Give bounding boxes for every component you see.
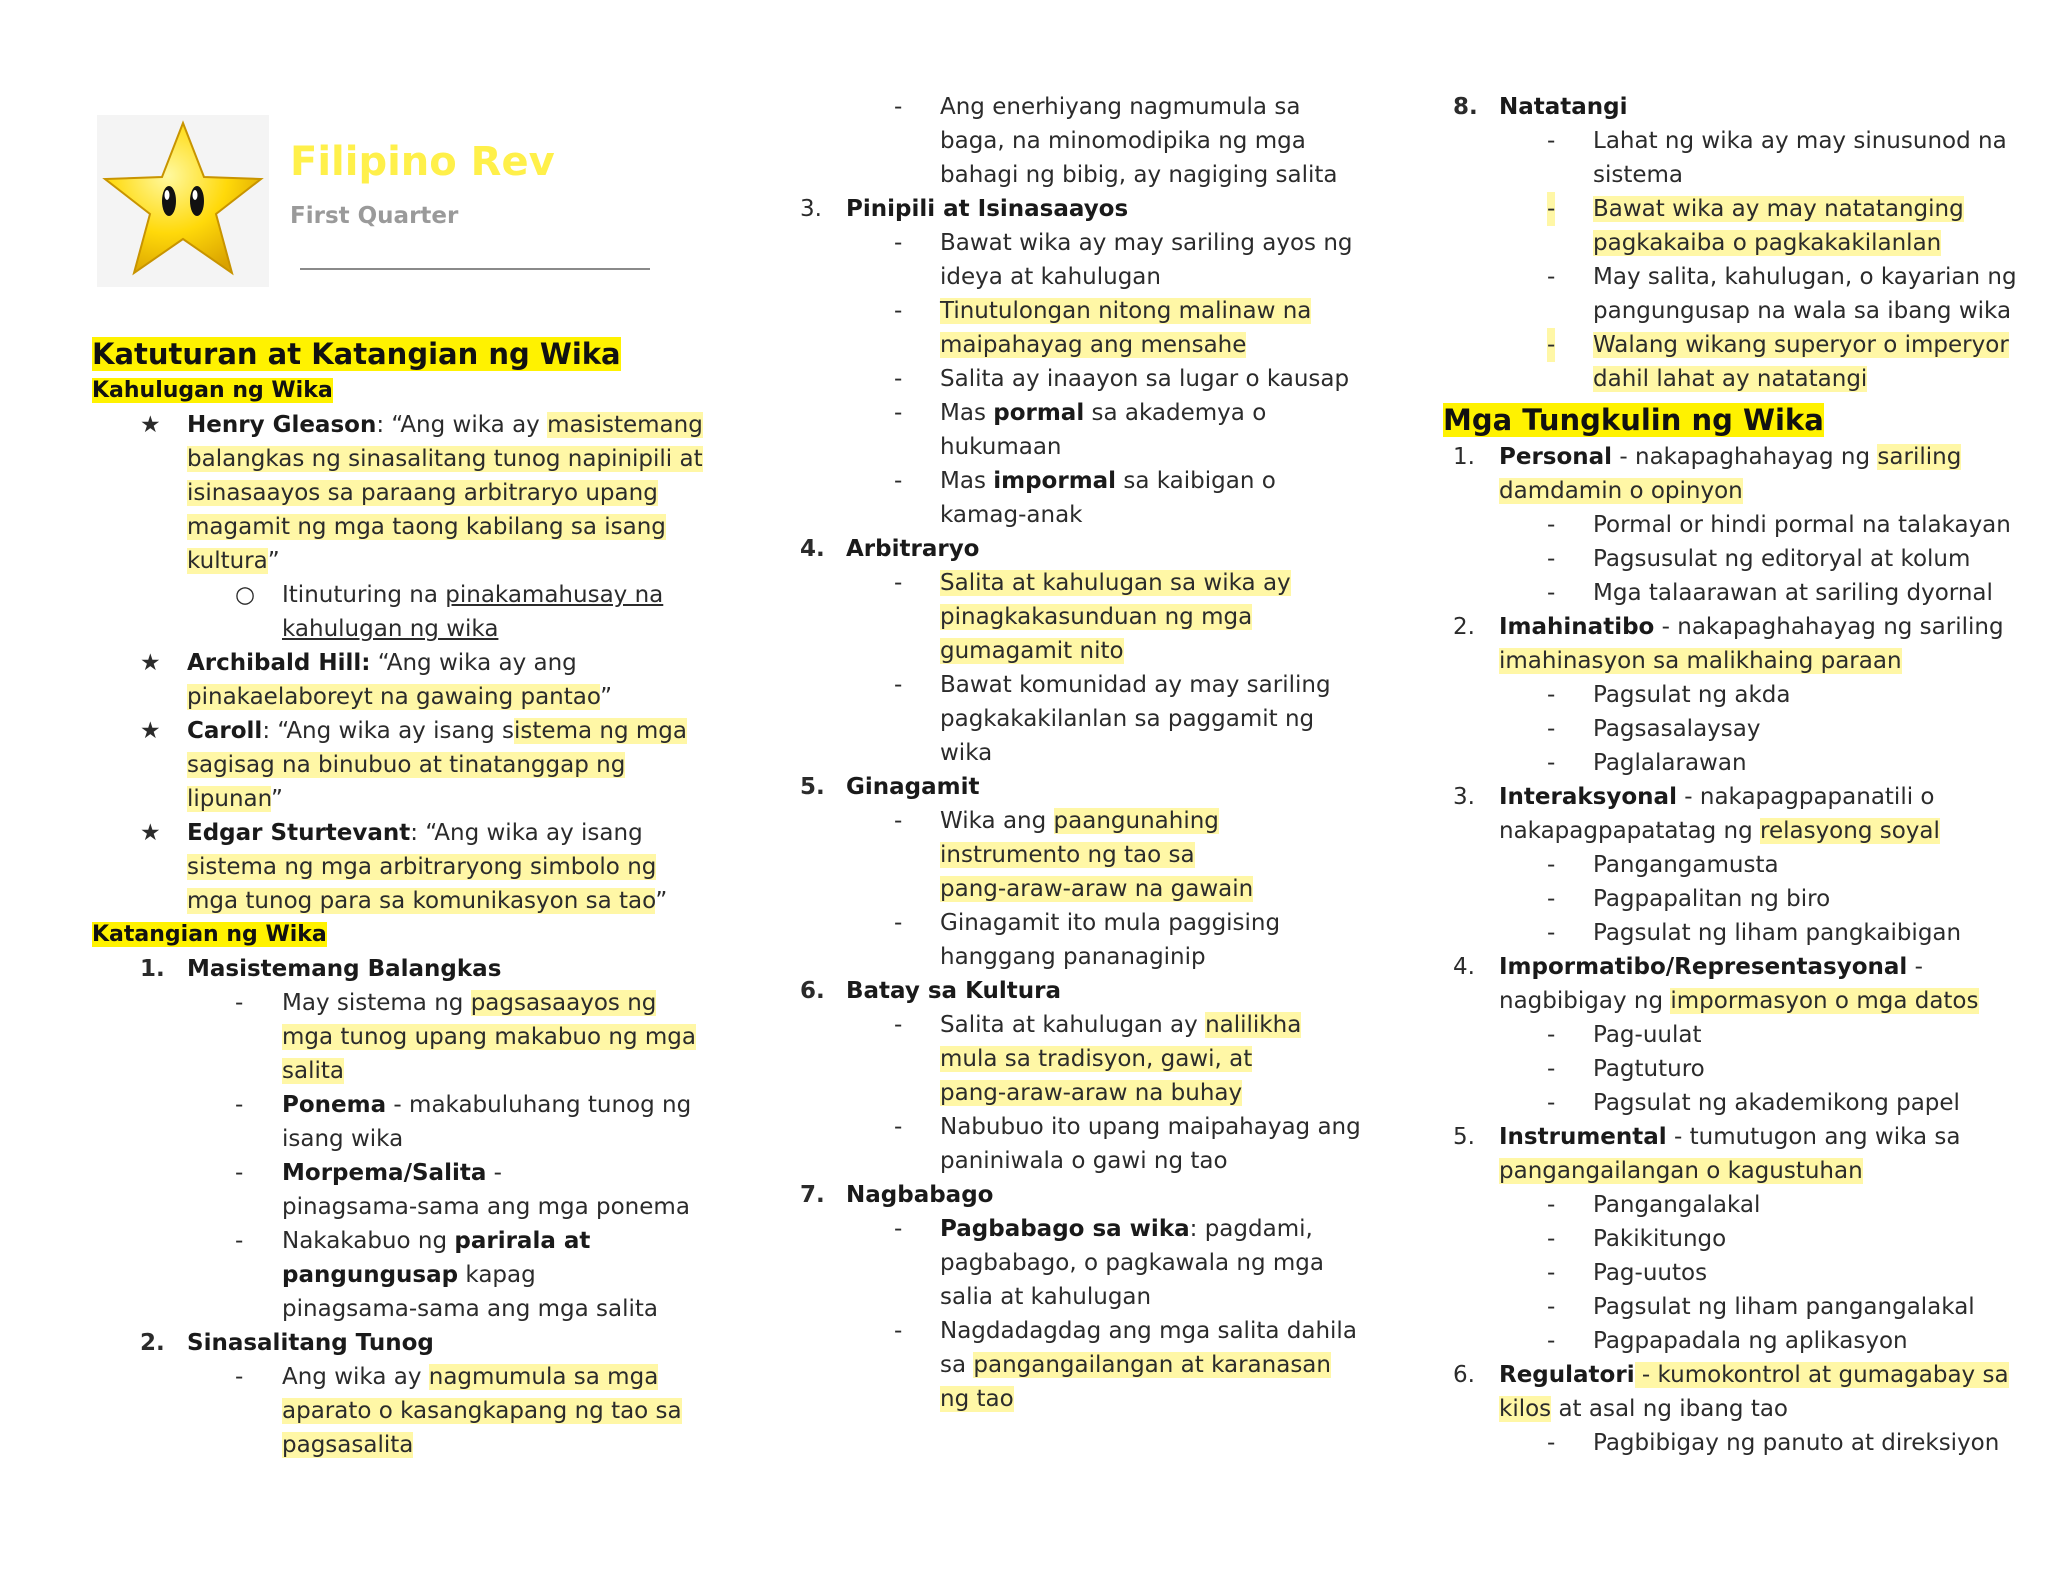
star-bullet-icon: ★: [140, 650, 161, 676]
definition-hill: ★ Archibald Hill: “Ang wika ay ang pinakaelaboreyt na gawaing pantao”: [92, 646, 672, 714]
list-item: 5. Ginagamit - Wika ang paangunahing instrumento ng tao sa pang-araw-araw na gawain - Ginagamit ito mula paggising hanggang pananaginip: [790, 770, 1350, 974]
sub-bullet: - Ponema - makabuluhang tunog ng isang wika: [235, 1092, 692, 1152]
function-interaksyonal: 3. Interaksyonal - nakapagpapanatili o nakapagpapatatag ng relasyong soyal - Pangangamusta - Pagpapalitan ng biro - Pagsulat ng liham pangkaibigan: [1443, 780, 2003, 950]
circle-bullet-icon: ○: [235, 582, 256, 608]
sub-bullet: - Pangangalakal: [1547, 1192, 1761, 1218]
sub-bullet: - Morpema/Salita - pinagsama-sama ang mga ponema: [235, 1160, 690, 1220]
function-impormatibo: 4. Impormatibo/Representasyonal - nagbibigay ng impormasyon o mga datos - Pag-uulat - Pagtuturo - Pagsulat ng akademikong papel: [1443, 950, 2003, 1120]
function-imahinatibo: 2. Imahinatibo - nakapaghahayag ng sariling imahinasyon sa malikhaing paraan - Pagsulat ng akda - Pagsasalaysay - Paglalarawan: [1443, 610, 2003, 780]
definition-gleason: ★ Henry Gleason: “Ang wika ay masistemang balangkas ng sinasalitang tunog napinipili at isinasaayos sa paraang arbitraryo upang magamit ng mga taong kabilang sa isang kultura” ○ Itinuturing na pinakamahusay na kahulugan ng wika: [92, 408, 672, 646]
sub-bullet: - Mas pormal sa akademya o hukumaan: [894, 400, 1267, 460]
list-item: 6. Batay sa Kultura - Salita at kahulugan ay nalilikha mula sa tradisyon, gawi, at pang-araw-araw na buhay - Nabubuo ito upang maipahayag ang paniniwala o gawi ng tao: [790, 974, 1350, 1178]
sub-bullet: - Bawat wika ay may natatanging pagkakaiba o pagkakakilanlan: [1499, 192, 2003, 260]
sub-bullet: - Mas impormal sa kaibigan o kamag-anak: [894, 468, 1276, 528]
sub-bullet: - Pakikitungo: [1547, 1226, 1727, 1252]
sub-bullet: - Tinutulongan nitong malinaw na maipahayag ang mensahe: [894, 298, 1312, 358]
sub-bullet: - Pangangamusta: [1547, 852, 1779, 878]
page-subtitle: First Quarter: [290, 203, 459, 229]
sub-bullet: - May sistema ng pagsasaayos ng mga tunog upang makabuo ng mga salita: [235, 990, 696, 1084]
column-3: [1443, 90, 2017, 1460]
sub-bullet: - Pagbabago sa wika: pagdami, pagbabago, o pagkawala ng mga salia at kahulugan: [894, 1216, 1324, 1310]
sub-bullet: - Pagtuturo: [1547, 1056, 1705, 1082]
sub-bullet: - Pagpapalitan ng biro: [1547, 886, 1831, 912]
sub-bullet: ○ Itinuturing na pinakamahusay na kahulugan ng wika: [187, 578, 672, 646]
star-bullet-icon: ★: [140, 412, 161, 438]
sub-bullet: - Paglalarawan: [1547, 750, 1747, 776]
function-regulatori: 6. Regulatori - kumokontrol at gumagabay sa kilos at asal ng ibang tao - Pagbibigay ng panuto at direksiyon: [1443, 1358, 2003, 1460]
function-personal: 1. Personal - nakapaghahayag ng sariling damdamin o opinyon - Pormal or hindi pormal na talakayan - Pagsusulat ng editoryal at kolum - Mga talaarawan at sariling dyornal: [1443, 440, 2003, 610]
star-character-icon: [97, 115, 269, 287]
subsection-heading: Katangian ng Wika: [92, 922, 327, 947]
list-item: 7. Nagbabago - Pagbabago sa wika: pagdami, pagbabago, o pagkawala ng mga salia at kahulugan - Nagdadagdag ang mga salita dahila sa pangangailangan at karanasan ng tao: [790, 1178, 1350, 1416]
sub-bullet: - Salita ay inaayon sa lugar o kausap: [894, 366, 1350, 392]
star-bullet-icon: ★: [140, 718, 161, 744]
sub-bullet: - Nabubuo ito upang maipahayag ang paniniwala o gawi ng tao: [894, 1114, 1361, 1174]
sub-bullet: - Nakakabuo ng parirala at pangungusap kapag pinagsama-sama ang mga salita: [235, 1228, 658, 1322]
list-item: 3. Pinipili at Isinasaayos - Bawat wika ay may sariling ayos ng ideya at kahulugan - Tinutulongan nitong malinaw na maipahayag ang mensahe - Salita ay inaayon sa lugar o kausap - Mas pormal sa akademya o hukumaan - Mas impormal sa kaibigan o kamag-anak: [790, 192, 1350, 532]
page-title: Filipino Rev: [290, 139, 555, 185]
sub-bullet: - Pagsulat ng akademikong papel: [1547, 1090, 1960, 1116]
sub-bullet: - Ang enerhiyang nagmumula sa baga, na minomodipika ng mga bahagi ng bibig, ay nagiging salita: [894, 94, 1338, 188]
function-instrumental: 5. Instrumental - tumutugon ang wika sa pangangailangan o kagustuhan - Pangangalakal - Pakikitungo - Pag-uutos - Pagsulat ng liham pangangalakal - Pagpapadala ng aplikasyon: [1443, 1120, 2003, 1358]
list-item: 2. Sinasalitang Tunog - Ang wika ay nagmumula sa mga aparato o kasangkapang ng tao sa pagsasalita: [92, 1326, 672, 1462]
sub-bullet: - Mga talaarawan at sariling dyornal: [1547, 580, 1993, 606]
sub-bullet: - Salita at kahulugan sa wika ay pinagkakasunduan ng mga gumagamit nito: [894, 570, 1291, 664]
definition-sturtevant: ★ Edgar Sturtevant: “Ang wika ay isang sistema ng mga arbitraryong simbolo ng mga tunog para sa komunikasyon sa tao”: [92, 816, 672, 918]
list-item: 4. Arbitraryo - Salita at kahulugan sa wika ay pinagkakasunduan ng mga gumagamit nito - Bawat komunidad ay may sariling pagkakakilanlan sa paggamit ng wika: [790, 532, 1350, 770]
sub-bullet: - Pagsulat ng liham pangkaibigan: [1547, 920, 1962, 946]
list-item: 1. Masistemang Balangkas - May sistema ng pagsasaayos ng mga tunog upang makabuo ng mga salita - Ponema - makabuluhang tunog ng isang wika - Morpema/Salita - pinagsama-sama ang mga ponema - Nakakabuo ng parirala at pangungusap kapag pinagsama-sama ang mga salita: [92, 952, 672, 1326]
sub-bullet: - Ang wika ay nagmumula sa mga aparato o kasangkapang ng tao sa pagsasalita: [235, 1364, 682, 1458]
header-divider: [300, 268, 650, 270]
sub-bullet: - Pagbibigay ng panuto at direksiyon: [1547, 1430, 2000, 1456]
subsection-heading: Kahulugan ng Wika: [92, 378, 333, 403]
sub-bullet: - Nagdadagdag ang mga salita dahila sa pangangailangan at karanasan ng tao: [894, 1318, 1357, 1412]
sub-bullet: - Pagsulat ng liham pangangalakal: [1547, 1294, 1975, 1320]
column-2: [790, 90, 1361, 1416]
list-item: 8. Natatangi - Lahat ng wika ay may sinusunod na sistema - Bawat wika ay may natatanging pagkakaiba o pagkakakilanlan - May salita, kahulugan, o kayarian ng pangungusap na wala sa ibang wika - Walang wikang superyor o imperyor dahil lahat ay natatangi: [1443, 90, 2003, 396]
sub-bullet: - Pagsasalaysay: [1547, 716, 1761, 742]
sub-bullet: - Bawat wika ay may sariling ayos ng ideya at kahulugan: [894, 230, 1353, 290]
sub-bullet: - Pagsulat ng akda: [1547, 682, 1791, 708]
sub-bullet: - Pagpapadala ng aplikasyon: [1547, 1328, 1908, 1354]
sub-bullet: - Pag-uulat: [1547, 1022, 1702, 1048]
star-bullet-icon: ★: [140, 820, 161, 846]
sub-bullet: - Walang wikang superyor o imperyor dahil lahat ay natatangi: [1499, 328, 2003, 396]
section-heading: Katuturan at Katangian ng Wika: [92, 337, 621, 371]
sub-bullet: - Pormal or hindi pormal na talakayan: [1547, 512, 2011, 538]
sub-bullet: - May salita, kahulugan, o kayarian ng pangungusap na wala sa ibang wika: [1547, 264, 2017, 324]
sub-bullet: - Lahat ng wika ay may sinusunod na sistema: [1547, 128, 2007, 188]
column-1: [92, 334, 703, 1462]
sub-bullet: - Wika ang paangunahing instrumento ng tao sa pang-araw-araw na gawain: [894, 808, 1254, 902]
sub-bullet: - Pagsusulat ng editoryal at kolum: [1547, 546, 1971, 572]
definition-caroll: ★ Caroll: “Ang wika ay isang sistema ng mga sagisag na binubuo at tinatanggap ng lipunan”: [92, 714, 672, 816]
sub-bullet: - Ginagamit ito mula paggising hanggang pananaginip: [894, 910, 1281, 970]
section-heading: Mga Tungkulin ng Wika: [1443, 403, 1824, 437]
sub-bullet: - Bawat komunidad ay may sariling pagkakakilanlan sa paggamit ng wika: [894, 672, 1331, 766]
sub-bullet: - Pag-uutos: [1547, 1260, 1708, 1286]
sub-bullet: - Salita at kahulugan ay nalilikha mula sa tradisyon, gawi, at pang-araw-araw na buhay: [894, 1012, 1302, 1106]
